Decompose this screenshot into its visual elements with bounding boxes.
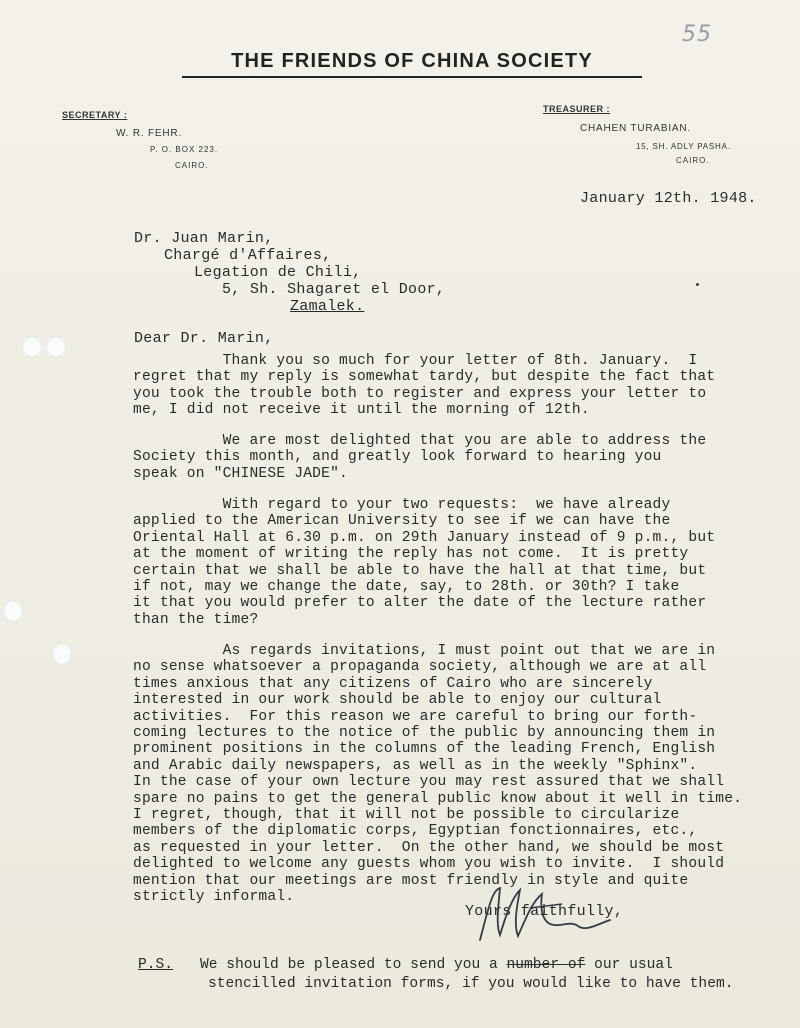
postscript-struck-words: number of: [506, 957, 586, 973]
postscript-line1-end: our usual: [585, 957, 673, 973]
treasurer-address-line1: 15, SH. ADLY PASHA.: [636, 142, 731, 151]
paragraph-4-line: no sense whatsoever a propaganda society, although we are at all: [133, 659, 707, 676]
paragraph-1-line: me, I did not receive it until the morning of 12th.: [133, 402, 590, 419]
paragraph-4-line: times anxious that any citizens of Cairo who are sincerely: [133, 675, 653, 692]
paragraph-4-line: and Arabic daily newspapers, as well as in the weekly "Sphinx".: [133, 757, 698, 774]
postscript-line2: stencilled invitation forms, if you would like to have them.: [208, 976, 734, 992]
paragraph-3-line: certain that we shall be able to have the hall at that time, but: [133, 562, 707, 579]
treasurer-name: CHAHEN TURABIAN.: [580, 123, 691, 134]
recipient-line3: Legation de Chili,: [194, 264, 362, 281]
paragraph-3-line: Oriental Hall at 6.30 p.m. on 29th January instead of 9 p.m., but: [133, 529, 716, 546]
letterhead-title: THE FRIENDS OF CHINA SOCIETY: [182, 50, 642, 78]
paragraph-4-line: members of the diplomatic corps, Egyptian fonctionnaires, etc.,: [133, 823, 698, 840]
paragraph-1-line: Thank you so much for your letter of 8th. January. I: [133, 353, 698, 369]
letter-date: January 12th. 1948.: [580, 190, 757, 207]
punch-hole-1: [22, 336, 42, 358]
paragraph-4-line: In the case of your own lecture you may rest assured that we shall: [133, 774, 725, 791]
paragraph-3-line: than the time?: [133, 611, 259, 628]
paragraph-4-line: I regret, though, that it will not be possible to circularize: [133, 807, 680, 823]
secretary-label: SECRETARY :: [62, 110, 128, 120]
paragraph-1-line: regret that my reply is somewhat tardy, but despite the fact that: [133, 369, 716, 386]
salutation: Dear Dr. Marin,: [134, 330, 274, 347]
recipient-line1: Dr. Juan Marin,: [134, 230, 274, 247]
paragraph-4-line: spare no pains to get the general public know about it well in time.: [133, 790, 743, 807]
postscript-line1-start: We should be pleased to send you a: [200, 957, 507, 973]
secretary-name: W. R. FEHR.: [116, 128, 183, 139]
closing: Yours faithfully,: [465, 903, 624, 920]
paragraph-3-line: at the moment of writing the reply has not come. It is pretty: [133, 546, 689, 563]
paragraph-4-line: mention that our meetings are most friendly in style and quite: [133, 872, 689, 889]
punch-hole-3: [3, 600, 23, 622]
paragraph-2-line: speak on "CHINESE JADE".: [133, 465, 348, 482]
recipient-line2: Chargé d'Affaires,: [164, 247, 332, 264]
paragraph-2-line: We are most delighted that you are able to address the: [133, 433, 707, 449]
paragraph-3-line: With regard to your two requests: we have already: [133, 497, 671, 513]
paragraph-4-line: interested in our work should be able to enjoy our cultural: [133, 692, 662, 709]
signature: [470, 880, 630, 950]
secretary-address-line1: P. O. BOX 223.: [150, 145, 219, 154]
archive-number: 55: [682, 22, 712, 47]
paragraph-4-line: delighted to welcome any guests whom you wish to invite. I should: [133, 856, 725, 873]
paragraph-3-line: applied to the American University to see if we can have the: [133, 513, 671, 530]
paragraph-3-line: it that you would prefer to alter the date of the lecture rather: [133, 595, 707, 612]
secretary-address-line2: CAIRO.: [175, 161, 209, 170]
punch-hole-2: [46, 336, 66, 358]
paragraph-1-line: you took the trouble both to register and express your letter to: [133, 385, 707, 402]
paragraph-4-line: strictly informal.: [133, 889, 295, 905]
treasurer-label: TREASURER :: [543, 104, 611, 114]
postscript-label: P.S.: [138, 957, 174, 973]
paragraph-4-line: as requested in your letter. On the other hand, we should be most: [133, 839, 725, 856]
postscript-line1: [200, 957, 673, 973]
punch-hole-4: [52, 643, 72, 665]
paragraph-4-line: As regards invitations, I must point out that we are in: [133, 643, 716, 659]
paragraph-4-line: coming lectures to the notice of the public by announcing them in: [133, 725, 716, 741]
treasurer-address-line2: CAIRO.: [676, 156, 710, 165]
recipient-line4: 5, Sh. Shagaret el Door,: [222, 281, 446, 298]
ink-dot: [696, 283, 699, 286]
paragraph-4-line: activities. For this reason we are careful to bring our forth-: [133, 708, 698, 725]
paragraph-2-line: Society this month, and greatly look forward to hearing you: [133, 449, 662, 466]
paragraph-4-line: prominent positions in the columns of the leading French, English: [133, 741, 716, 758]
recipient-line5: Zamalek.: [290, 298, 365, 315]
paragraph-3-line: if not, may we change the date, say, to 28th. or 30th? I take: [133, 579, 680, 595]
